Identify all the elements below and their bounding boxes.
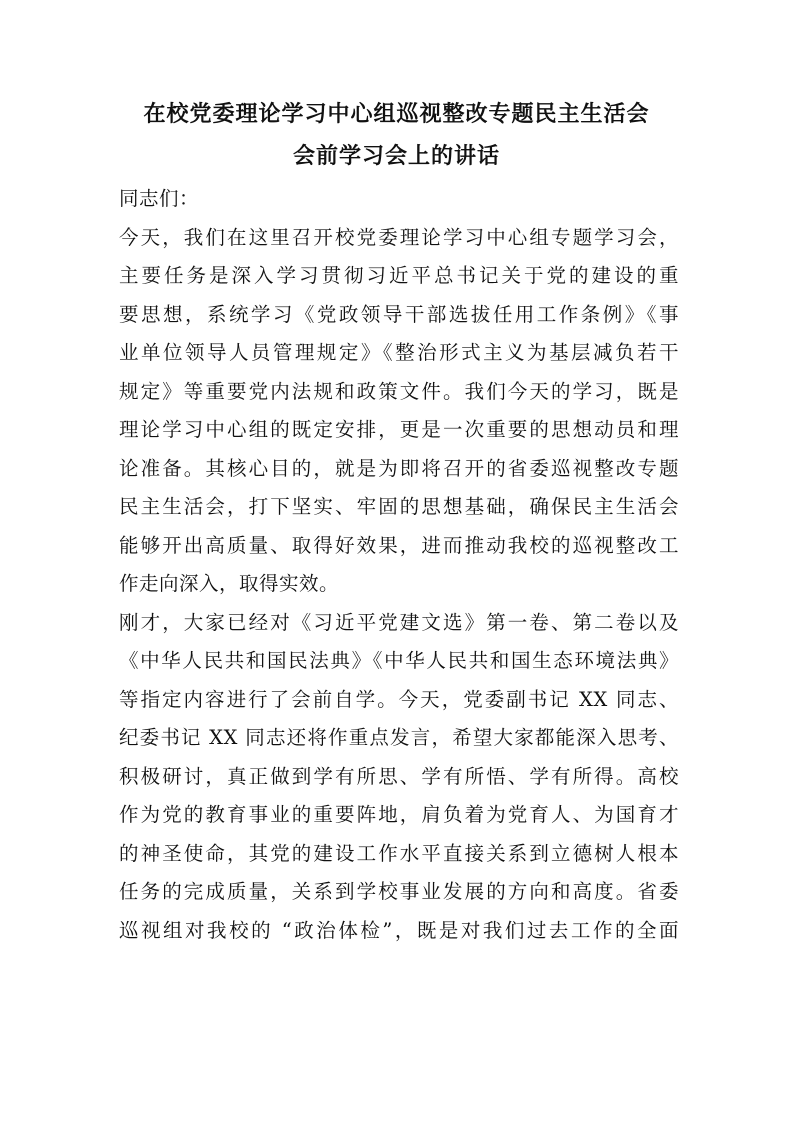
body-line: 规定》等重要党内法规和政策文件。我们今天的学习，既是	[119, 379, 679, 403]
body-line: 巡视组对我校的 “政治体检”，既是对我们过去工作的全面	[119, 918, 679, 942]
body-line: 要思想，系统学习《党政领导干部选拔任用工作条例》《事	[119, 302, 679, 326]
body-line: 《中华人民共和国民法典》《中华人民共和国生态环境法典》	[119, 649, 679, 672]
body-line: 的神圣使命，其党的建设工作水平直接关系到立德树人根本	[119, 841, 679, 865]
body-line: 作走向深入，取得实效。	[119, 572, 340, 595]
body-line: 刚才，大家已经对《习近平党建文选》第一卷、第二卷以及	[119, 610, 679, 634]
salutation-line: 同志们：	[119, 187, 200, 210]
body-line: 任务的完成质量，关系到学校事业发展的方向和高度。省委	[119, 880, 679, 903]
document-title-line-2: 会前学习会上的讲话	[292, 144, 500, 169]
body-line: 论准备。其核心目的，就是为即将召开的省委巡视整改专题	[119, 456, 679, 480]
body-line: 纪委书记 XX 同志还将作重点发言，希望大家都能深入思考、	[119, 726, 679, 749]
body-line: 主要任务是深入学习贯彻习近平总书记关于党的建设的重	[119, 264, 679, 287]
body-line: 作为党的教育事业的重要阵地，肩负着为党育人、为国育才	[119, 803, 679, 826]
body-line: 业单位领导人员管理规定》《整治形式主义为基层减负若干	[119, 341, 679, 364]
body-line: 理论学习中心组的既定安排，更是一次重要的思想动员和理	[119, 418, 679, 441]
body-line: 能够开出高质量、取得好效果，进而推动我校的巡视整改工	[119, 533, 679, 557]
body-line: 民主生活会，打下坚实、牢固的思想基础，确保民主生活会	[119, 495, 679, 518]
document-body	[119, 180, 679, 950]
body-line: 今天，我们在这里召开校党委理论学习中心组专题学习会，	[119, 225, 679, 249]
body-line: 等指定内容进行了会前自学。今天，党委副书记 XX 同志、	[119, 687, 679, 711]
document-title-line-1: 在校党委理论学习中心组巡视整改专题民主生活会	[143, 102, 650, 127]
body-line: 积极研讨，真正做到学有所思、学有所悟、学有所得。高校	[119, 764, 679, 788]
